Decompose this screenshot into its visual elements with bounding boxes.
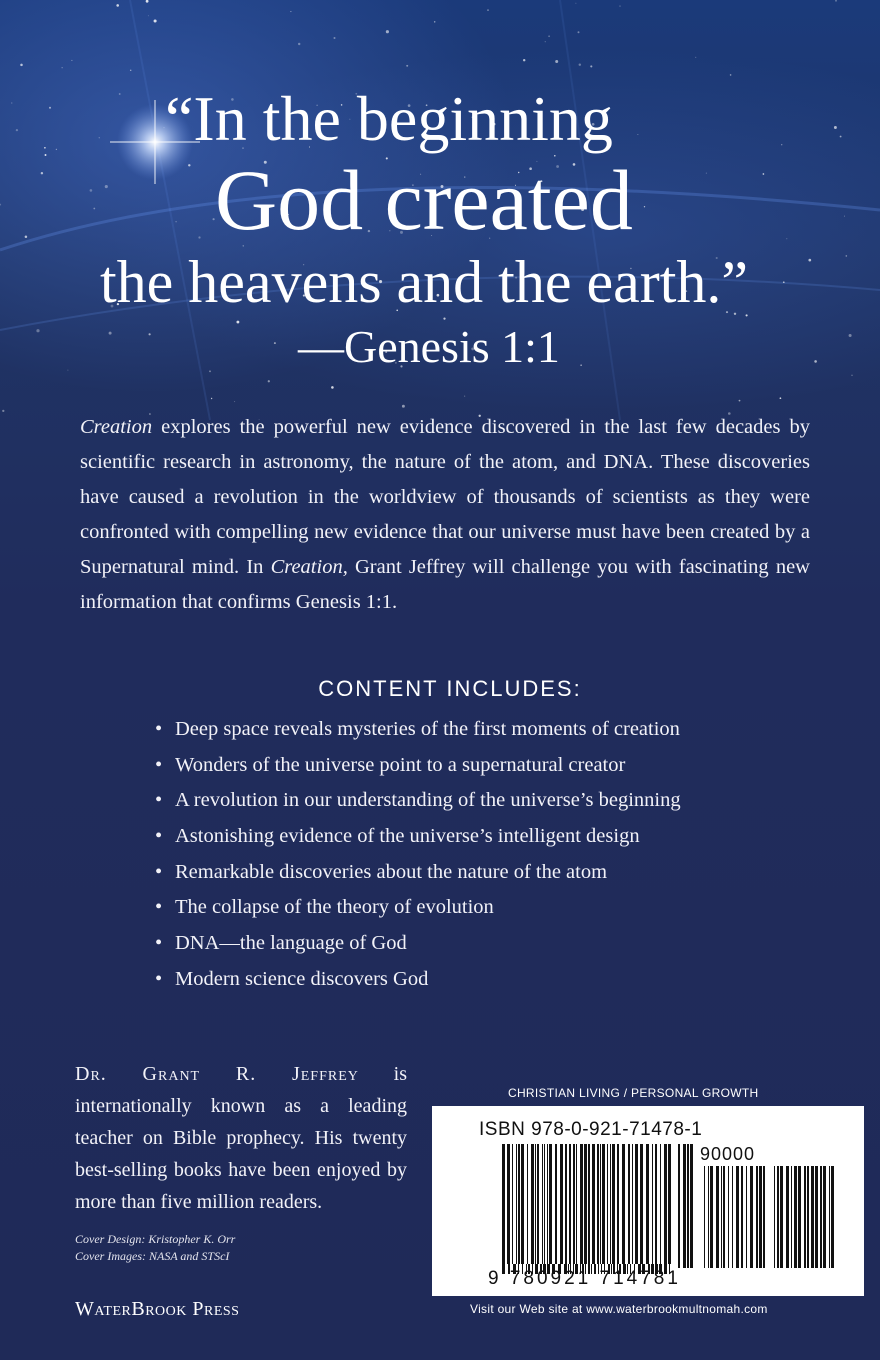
- barcode-bar: [815, 1166, 818, 1268]
- barcode-bar: [794, 1166, 797, 1268]
- star: [575, 3, 576, 4]
- star: [406, 65, 408, 67]
- barcode-bar: [811, 1166, 814, 1268]
- barcode-bar: [521, 1144, 524, 1264]
- star: [545, 41, 546, 42]
- barcode-bar: [664, 1144, 667, 1264]
- star: [16, 129, 18, 131]
- author-bio: [75, 1058, 407, 1218]
- book-description: [80, 410, 810, 620]
- barcode-bar: [716, 1166, 719, 1268]
- cover-design-credit: Cover Design: Kristopher K. Orr: [75, 1232, 236, 1246]
- star: [234, 401, 235, 402]
- barcode-bar: [600, 1144, 601, 1264]
- website-text: Visit our Web site at www.waterbrookmultnomah.com: [470, 1302, 768, 1316]
- barcode-bar: [704, 1166, 705, 1268]
- barcode-bar: [547, 1144, 548, 1264]
- barcode-bar: [502, 1144, 505, 1264]
- star: [56, 149, 57, 150]
- barcode-bar: [602, 1144, 605, 1264]
- list-item: • Deep space reveals mysteries of the first moments of creation: [155, 714, 681, 750]
- barcode-bar: [804, 1166, 806, 1268]
- star: [44, 147, 46, 149]
- price-code: 90000: [700, 1144, 756, 1164]
- book-title-italic-2: Creation,: [270, 556, 348, 578]
- barcode-box: [432, 1106, 864, 1296]
- barcode-bar: [527, 1144, 528, 1264]
- star: [739, 400, 741, 402]
- star: [695, 57, 696, 58]
- barcode-bar: [628, 1144, 630, 1264]
- star: [780, 397, 782, 399]
- barcode-bar: [660, 1144, 661, 1264]
- star: [298, 43, 300, 45]
- list-item: • Wonders of the universe point to a supernatural creator: [155, 750, 681, 786]
- star: [188, 164, 190, 166]
- barcode-bar: [569, 1144, 571, 1264]
- barcode-bar: [829, 1166, 830, 1268]
- star: [487, 9, 489, 11]
- barcode-bar: [741, 1166, 743, 1268]
- barcode-bar: [708, 1166, 709, 1268]
- barcode-bar: [512, 1144, 513, 1264]
- star: [579, 63, 581, 65]
- star: [578, 31, 580, 33]
- barcode-bar: [678, 1144, 680, 1268]
- author-bio-text: is internationally known as a leading teacher on Bible prophecy. His twenty best-selling books have been enjoyed by more than five million readers.: [75, 1063, 407, 1213]
- list-item: • DNA—the language of God: [155, 928, 681, 964]
- star: [209, 370, 211, 372]
- star: [109, 332, 112, 335]
- barcode-bar: [580, 1144, 583, 1264]
- quote-line-1: “In the beginning: [165, 83, 613, 154]
- star: [236, 321, 239, 324]
- barcode-bar: [584, 1144, 587, 1264]
- barcode-bar: [576, 1144, 577, 1264]
- isbn-text: ISBN 978-0-921-71478-1: [479, 1119, 703, 1140]
- star: [198, 236, 200, 238]
- star: [211, 398, 212, 399]
- barcode-bar: [646, 1144, 649, 1264]
- barcode-bar: [565, 1144, 567, 1264]
- barcode-bar: [588, 1144, 590, 1264]
- barcode-bar: [763, 1166, 765, 1268]
- content-heading: CONTENT INCLUDES:: [318, 676, 582, 701]
- barcode-bar: [687, 1144, 689, 1268]
- barcode-bar: [632, 1144, 633, 1264]
- star: [154, 19, 157, 22]
- barcode-bar: [780, 1166, 783, 1268]
- barcode-digits: 9 780921 714781: [488, 1268, 681, 1289]
- star: [71, 60, 72, 61]
- barcode-bar: [791, 1166, 792, 1268]
- description-part-2: Grant Jeffrey will challenge you with fascinating new information that confirms Genesis 1:1.: [80, 556, 810, 613]
- star: [148, 15, 149, 16]
- barcode-bar: [655, 1144, 657, 1264]
- barcode-bar: [721, 1166, 722, 1268]
- barcode-bar: [732, 1166, 733, 1268]
- barcode-bar: [640, 1144, 643, 1264]
- star: [67, 370, 68, 371]
- star: [523, 59, 525, 61]
- barcode-bar: [774, 1166, 775, 1268]
- barcode-bar: [777, 1166, 779, 1268]
- barcode-bar: [507, 1144, 510, 1264]
- star: [93, 208, 95, 210]
- star: [62, 67, 63, 68]
- category-label: CHRISTIAN LIVING / PERSONAL GROWTH: [508, 1086, 759, 1100]
- star: [11, 102, 12, 103]
- barcode-bar: [690, 1144, 693, 1268]
- star: [331, 386, 334, 389]
- star: [274, 342, 276, 344]
- barcode-bar: [635, 1144, 638, 1264]
- barcode-bar: [756, 1166, 758, 1268]
- barcode-bar: [537, 1144, 539, 1264]
- barcode-bar: [549, 1144, 552, 1264]
- star: [619, 6, 620, 7]
- quote-line-2: God created: [215, 152, 633, 248]
- star: [41, 172, 43, 174]
- star: [90, 189, 93, 192]
- star: [20, 64, 23, 67]
- quote-line-3: the heavens and the earth.”: [100, 249, 749, 315]
- list-item: • Astonishing evidence of the universe’s intelligent design: [155, 821, 681, 857]
- star: [2, 410, 4, 412]
- cover-images-credit: Cover Images: NASA and STScI: [75, 1249, 230, 1263]
- star: [730, 74, 732, 76]
- barcode-bar: [607, 1144, 608, 1264]
- star: [555, 60, 558, 63]
- barcode-bar: [555, 1144, 557, 1264]
- barcode-bar: [617, 1144, 619, 1264]
- barcode-bar: [535, 1144, 536, 1264]
- barcode-bar: [786, 1166, 789, 1268]
- author-name: Dr. Grant R. Jeffrey: [75, 1063, 359, 1085]
- barcode-bar: [518, 1144, 520, 1264]
- star: [175, 221, 177, 223]
- content-list: [155, 714, 681, 1000]
- barcode-bar: [592, 1144, 595, 1264]
- quote-attribution: —Genesis 1:1: [298, 321, 560, 372]
- star: [146, 0, 149, 3]
- barcode-bar: [723, 1166, 725, 1268]
- star: [464, 396, 465, 397]
- star: [333, 37, 335, 39]
- star: [36, 329, 39, 332]
- barcode-bar: [750, 1166, 753, 1268]
- star: [402, 405, 405, 408]
- list-item: • Modern science discovers God: [155, 964, 681, 1000]
- list-item: • Remarkable discoveries about the nature of the atom: [155, 857, 681, 893]
- barcode-bar: [710, 1166, 713, 1268]
- star: [99, 137, 100, 138]
- star: [130, 70, 131, 71]
- star: [434, 21, 435, 22]
- star: [25, 236, 28, 239]
- barcode-bar: [612, 1144, 615, 1264]
- star: [45, 154, 47, 156]
- barcode-bar: [823, 1166, 826, 1268]
- star: [105, 185, 108, 188]
- publisher-logo: WaterBrook Press: [75, 1298, 240, 1320]
- barcode-bar: [622, 1144, 625, 1264]
- barcode-bar: [531, 1144, 534, 1264]
- list-item: • The collapse of the theory of evolution: [155, 892, 681, 928]
- book-title-italic: Creation: [80, 416, 153, 438]
- star: [268, 380, 270, 382]
- star: [548, 35, 550, 37]
- barcode-bar: [668, 1144, 671, 1264]
- barcode-bar: [759, 1166, 762, 1268]
- barcode-bar: [798, 1166, 801, 1268]
- star: [49, 107, 51, 109]
- list-item: • A revolution in our understanding of the universe’s beginning: [155, 785, 681, 821]
- star: [116, 4, 119, 7]
- barcode-bar: [610, 1144, 611, 1264]
- barcode-bar: [683, 1144, 686, 1268]
- barcode-bar: [652, 1144, 653, 1264]
- barcode-bar: [573, 1144, 575, 1264]
- barcode-bar: [544, 1144, 545, 1264]
- barcode-bar: [746, 1166, 747, 1268]
- barcode-bar: [542, 1144, 543, 1264]
- star: [290, 11, 291, 12]
- barcode-bar: [560, 1144, 563, 1264]
- star: [386, 30, 389, 33]
- star: [149, 333, 151, 335]
- description-part-1: explores the powerful new evidence discovered in the last few decades by scientific research in astronomy, the nature of the atom, and DNA. These discoveries have caused a revolution in the worldview of thousands of scientists as they were confronted with compelling new evidence that our universe must have been created by a Supernatural mind. In: [80, 416, 810, 578]
- barcode-bar: [736, 1166, 739, 1268]
- barcode-bar: [516, 1144, 517, 1264]
- star: [0, 204, 1, 206]
- barcode-bar: [831, 1166, 834, 1268]
- barcode-bar: [807, 1166, 809, 1268]
- barcode-bar: [820, 1166, 822, 1268]
- barcode-bar: [597, 1144, 599, 1264]
- star: [835, 0, 837, 2]
- barcode-bar: [728, 1166, 729, 1268]
- star: [851, 375, 852, 376]
- star: [119, 93, 121, 95]
- star: [590, 65, 592, 67]
